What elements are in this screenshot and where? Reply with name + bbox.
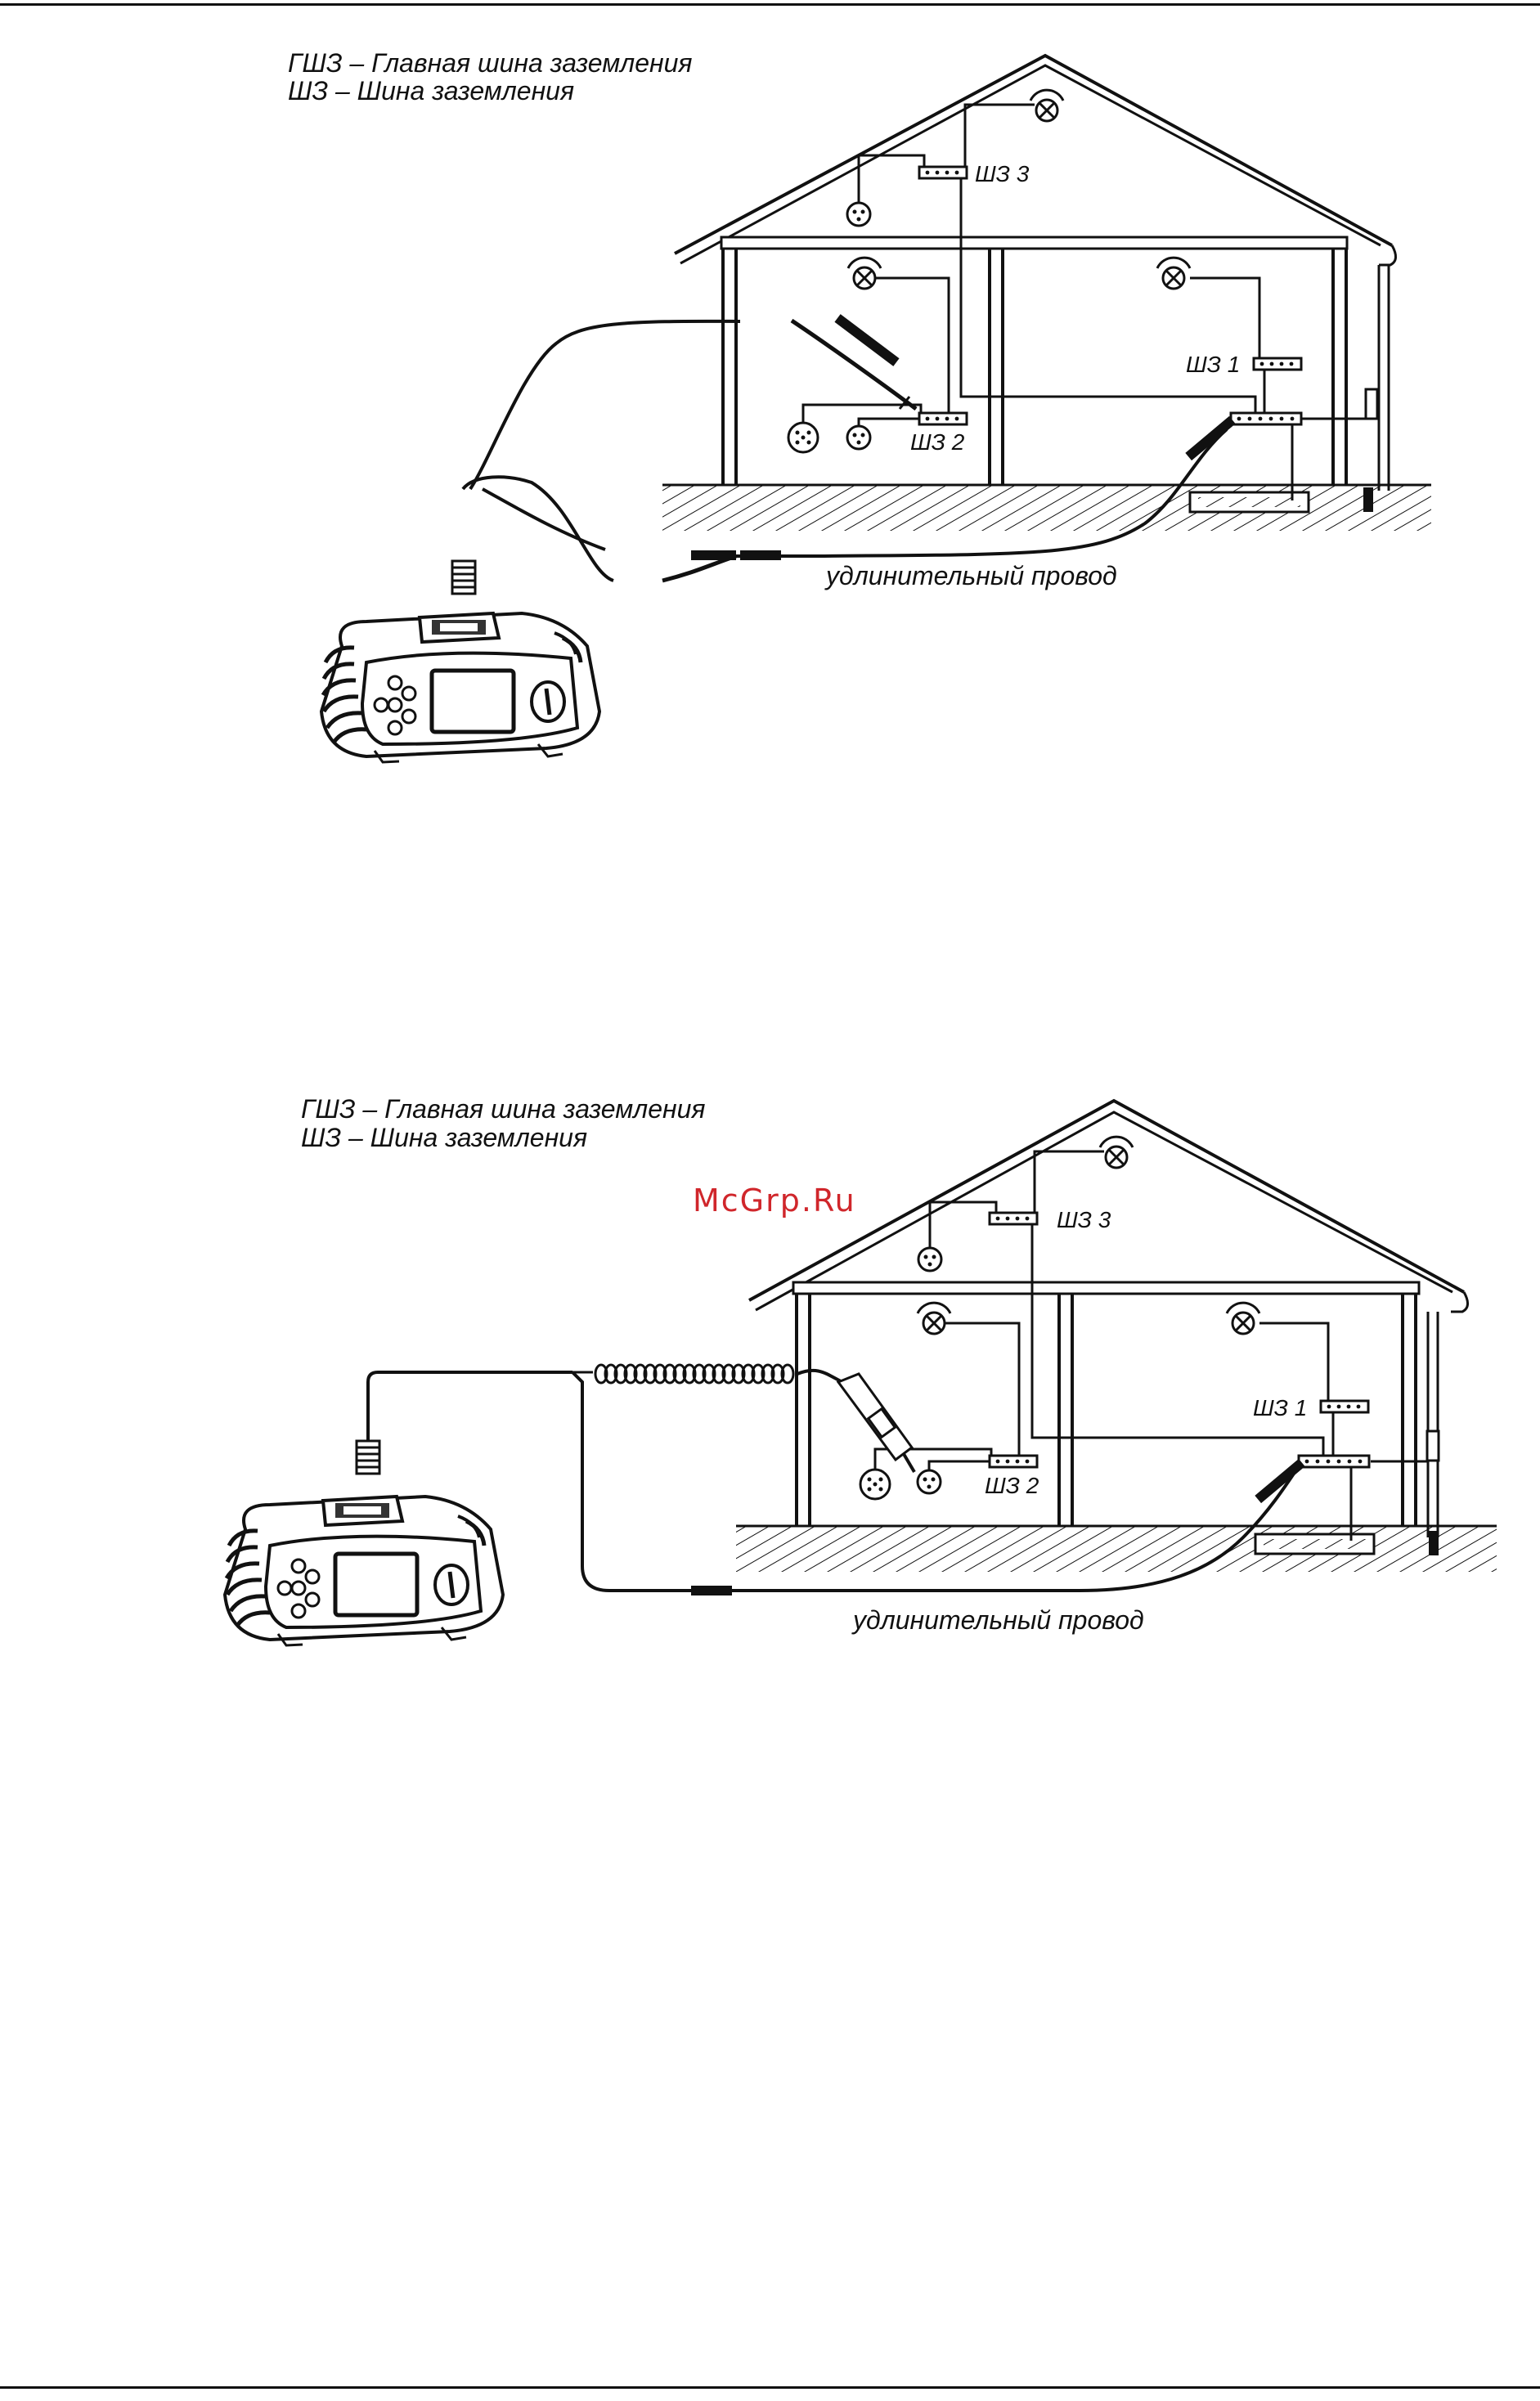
lamp-icon [918, 1303, 950, 1334]
ground-hatch [662, 485, 1431, 531]
busbar-icon [1254, 358, 1301, 370]
lamp-icon [1100, 1137, 1133, 1168]
clamp-icon [1366, 389, 1377, 419]
cable-label: удлинительный провод [853, 1605, 1144, 1635]
crocodile-clip-icon [1255, 1459, 1304, 1503]
lead-plug [691, 1586, 732, 1595]
connector-icon [357, 1441, 379, 1474]
test-leads [463, 321, 1227, 581]
socket-icon [918, 1248, 941, 1271]
wiring [803, 105, 1379, 500]
legend-line-1: ГШЗ – Главная шина заземления [288, 48, 693, 78]
bus-label-shz1: ШЗ 1 [1186, 352, 1241, 377]
lead-plug [740, 550, 781, 560]
cable-label: удлинительный провод [826, 561, 1117, 590]
tester-device-icon [225, 1497, 503, 1645]
wiring [875, 1151, 1428, 1541]
bus-label-shz1: ШЗ 1 [1253, 1395, 1308, 1420]
socket-icon [847, 426, 870, 449]
watermark: McGrp.Ru [693, 1183, 856, 1218]
bus-label-shz2: ШЗ 2 [910, 429, 965, 455]
legend-line-1: ГШЗ – Главная шина заземления [301, 1094, 706, 1124]
diagram-1 [288, 48, 1431, 762]
busbar-icon [990, 1456, 1037, 1467]
lead-plug [691, 550, 736, 560]
tester-device-icon [321, 613, 599, 762]
busbar-icon [990, 1213, 1037, 1224]
legend-line-2: ШЗ – Шина заземления [301, 1123, 588, 1152]
house-outline [749, 1101, 1468, 1537]
diagram-2 [225, 1094, 1497, 1645]
busbar-icon [919, 167, 967, 178]
legend-line-2: ШЗ – Шина заземления [288, 76, 575, 105]
socket-icon [918, 1470, 941, 1493]
lamp-icon [848, 258, 881, 289]
connector-icon [452, 561, 475, 594]
coiled-cable [572, 1365, 793, 1383]
main-busbar-icon [1299, 1456, 1369, 1467]
lamp-icon [1227, 1303, 1259, 1334]
ground-hatch [736, 1526, 1497, 1572]
bus-label-shz3: ШЗ 3 [1057, 1207, 1111, 1232]
lamp-icon [1157, 258, 1190, 289]
socket-icon [847, 203, 870, 226]
bus-label-shz2: ШЗ 2 [985, 1473, 1039, 1498]
crocodile-clip-icon [1185, 416, 1235, 460]
clamp-icon [1427, 1431, 1439, 1461]
bus-label-shz3: ШЗ 3 [975, 161, 1030, 186]
busbar-icon [919, 413, 967, 424]
main-busbar-icon [1231, 413, 1301, 424]
busbar-icon [1321, 1401, 1368, 1412]
lamp-icon [1030, 90, 1063, 121]
socket-icon [860, 1470, 890, 1499]
socket-icon [788, 423, 818, 452]
